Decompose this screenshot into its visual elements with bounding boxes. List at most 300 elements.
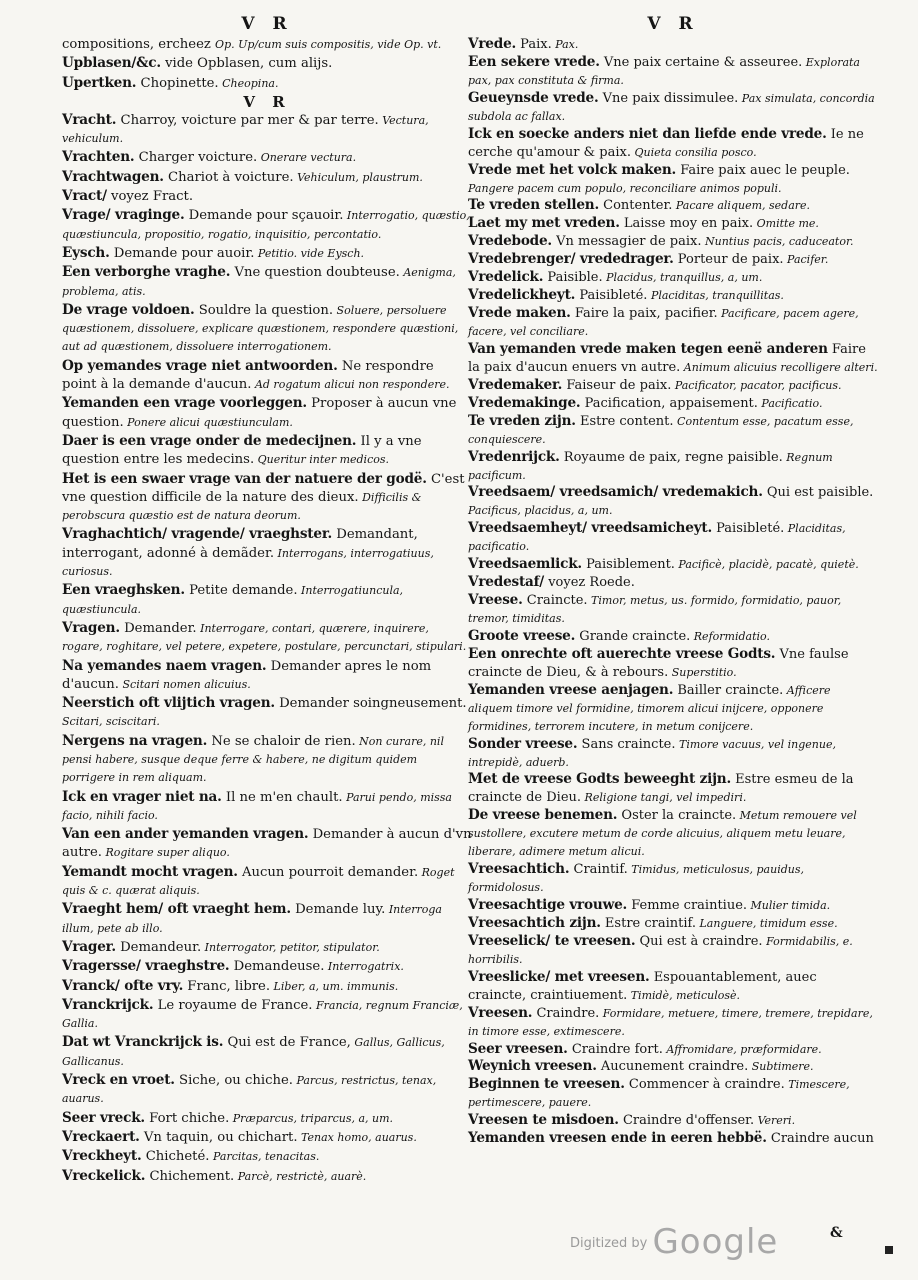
entry-headword: Yemanden vreesen ende in eeren hebbë.: [468, 1130, 767, 1147]
entry-french: Faire la paix, pacifier.: [570, 306, 718, 322]
entry-french: Faire la paix d'aucun enuers vn autre.: [468, 341, 866, 375]
entry-latin: Vereri.: [754, 1114, 796, 1128]
dictionary-entry: [62, 54, 472, 73]
entry-french: Demandant, interrogant, adonné à demãder.: [62, 527, 418, 561]
entry-headword: Geueynsde vrede.: [468, 89, 599, 106]
entry-french: Paisibleté.: [712, 521, 785, 537]
dictionary-entry: [468, 574, 878, 592]
entry-headword: Te vreden zijn.: [468, 412, 576, 429]
entry-latin: Interrogatiuncula, quæstiuncula.: [62, 584, 404, 616]
entry-latin: Afficere aliquem timore vel formidine, timorem alicui inijcere, opponere formidines, terrorem incutere, in metum conijcere.: [468, 683, 831, 733]
dictionary-entry: [62, 36, 472, 54]
entry-french: Vn messagier de paix.: [551, 234, 702, 250]
entry-french: Proposer à aucun vne question.: [62, 396, 457, 430]
entry-latin: Omitte me.: [753, 217, 819, 231]
dictionary-entry: [468, 1058, 878, 1076]
entry-latin: Pangere pacem cum populo, reconciliare animos populi.: [468, 181, 782, 195]
entry-latin: Scitari, sciscitari.: [62, 715, 160, 729]
entry-french: Vne question doubteuse.: [230, 265, 400, 281]
entry-french: Il y a vne question entre les medecins.: [62, 433, 422, 468]
google-watermark: [570, 1222, 778, 1262]
dictionary-entry: [62, 900, 472, 938]
entry-french: voyez Fract.: [106, 189, 194, 205]
entry-latin: Timor, metus, us. formido, formidatio, pauor, tremor, timiditas.: [468, 594, 842, 625]
entry-latin: Gallus, Gallicus, Gallicanus.: [62, 1036, 445, 1068]
entry-french: Estre craintif.: [600, 915, 696, 931]
entry-latin: Queritur inter medicos.: [254, 453, 389, 467]
entry-latin: Placidus, tranquillus, a, um.: [602, 271, 763, 285]
entry-french: Oster la craincte.: [617, 808, 737, 824]
entry-french: Chopinette.: [136, 75, 219, 91]
entry-latin: Pacificè, placidè, pacatè, quietè.: [674, 558, 859, 572]
dictionary-entry: [62, 111, 472, 149]
entry-french: Grande craincte.: [575, 628, 691, 644]
entry-headword: Dat wt Vranckrijck is.: [62, 1034, 224, 1051]
dictionary-entry: [468, 1130, 878, 1148]
entry-latin: Timescere, pertimescere, pauere.: [468, 1078, 850, 1110]
dictionary-entry: [468, 215, 878, 233]
entry-latin: Petitio. vide Eysch.: [254, 246, 365, 260]
dictionary-entry: [62, 394, 472, 432]
entry-headword: Laet my met vreden.: [468, 215, 620, 232]
dictionary-entry: [468, 449, 878, 485]
entry-french: Qui est de France,: [223, 1035, 351, 1051]
dictionary-entry: [468, 54, 878, 90]
entry-headword: Groote vreese.: [468, 627, 576, 644]
dictionary-entry: [468, 341, 878, 377]
digitized-by-label: Digitized by: [570, 1236, 648, 1251]
dictionary-entry: [62, 470, 472, 526]
entry-headword: Yemanden vreese aenjagen.: [468, 681, 674, 698]
dictionary-entry: [62, 1167, 472, 1186]
entry-latin: Tenax homo, auarus.: [297, 1130, 417, 1144]
entry-latin: Interrogatrix.: [324, 960, 404, 974]
entry-latin: Nuntius pacis, caduceator.: [701, 235, 854, 249]
dictionary-entry: [62, 432, 472, 470]
entry-headword: Ick en soecke anders niet dan liefde ende vrede.: [468, 125, 827, 142]
entry-french: Aucunement craindre.: [596, 1059, 749, 1075]
entry-headword: Vredebrenger/ vrededrager.: [468, 251, 674, 268]
entry-french: Paisiblement.: [581, 557, 675, 573]
entry-latin: Parcus, restrictus, tenax, auarus.: [62, 1074, 437, 1106]
entry-headword: Vrede met het volck maken.: [468, 161, 677, 178]
entry-headword: Vreese.: [468, 592, 523, 609]
dictionary-entry: [468, 126, 878, 162]
entry-french: C'est vne question difficile de la nature des dieux.: [62, 471, 465, 505]
entry-headword: Een vraeghsken.: [62, 582, 185, 599]
entry-latin: Roget quis & c. quærat aliquis.: [62, 865, 455, 898]
entry-headword: Vredemaker.: [468, 376, 563, 393]
dictionary-entry: [468, 287, 878, 305]
entry-headword: Upblasen/&c.: [62, 55, 161, 72]
dictionary-entry: [62, 977, 472, 996]
entry-headword: De vreese benemen.: [468, 807, 618, 824]
dictionary-entry: [468, 90, 878, 126]
entry-latin: Contentum esse, pacatum esse, conquiescere.: [468, 414, 854, 446]
entry-french: Estre esmeu de la craincte de Dieu.: [468, 772, 854, 806]
entry-latin: Pacificare, pacem agere, facere, vel conciliare.: [468, 307, 859, 338]
entry-latin: Metum remouere vel sustollere, excutere metum de corde alicuius, aliquem metu leuare, liberare, adimere metum alicui.: [468, 809, 857, 859]
entry-french: Demande pour sçauoir.: [184, 208, 344, 224]
entry-headword: Vreesen.: [468, 1004, 533, 1021]
entry-french: Sans craincte.: [577, 736, 676, 752]
dictionary-entry: [468, 592, 878, 628]
entry-french: Demande pour auoir.: [109, 245, 255, 261]
entry-latin: Timidus, meticulosus, pauidus, formidolosus.: [468, 863, 804, 895]
entry-latin: Reformidatio.: [690, 629, 770, 643]
entry-french: Demander.: [119, 620, 197, 636]
entry-latin: Præparcus, triparcus, a, um.: [229, 1111, 394, 1125]
entry-latin: Timore vacuus, vel ingenue, intrepidè, aduerb.: [468, 737, 836, 769]
dictionary-entry: [468, 628, 878, 646]
entry-headword: Met de vreese Godts beweeght zijn.: [468, 771, 732, 788]
dictionary-entry: [468, 269, 878, 287]
entry-french: Demander à aucun d'vn autre.: [62, 827, 472, 861]
entry-latin: Animum alicuius recolligere alteri.: [680, 360, 878, 374]
entry-headword: Vrachten.: [62, 149, 135, 166]
dictionary-entry: [62, 357, 472, 395]
entry-latin: Liber, a, um. immunis.: [270, 979, 399, 993]
entry-headword: Yemanden een vrage voorleggen.: [62, 395, 307, 412]
entry-french: Souldre la question.: [194, 302, 334, 318]
entry-headword: Vreckelick.: [62, 1167, 146, 1184]
entry-french: Paisible.: [543, 270, 603, 286]
entry-headword: Sonder vreese.: [468, 735, 578, 752]
entry-latin: Explorata pax, pax constituta & firma.: [468, 55, 860, 87]
entry-french: Ne se chaloir de rien.: [207, 733, 356, 749]
entry-latin: Pax.: [551, 38, 579, 51]
entry-headword: Vreedsaem/ vreedsamich/ vredemakich.: [468, 484, 763, 501]
entry-headword: Vreckaert.: [62, 1128, 140, 1145]
entry-french: Chichement.: [145, 1168, 235, 1184]
entry-headword: Vredenrijck.: [468, 448, 560, 465]
entry-headword: Vraeght hem/ oft vraeght hem.: [62, 901, 291, 918]
entry-french: Demander apres le nom d'aucun.: [62, 658, 432, 692]
entry-headword: Ick en vrager niet na.: [62, 788, 222, 805]
dictionary-entry: [468, 1041, 878, 1059]
entry-french: Vne paix certaine & asseuree.: [599, 54, 803, 70]
entry-headword: Na yemandes naem vragen.: [62, 657, 267, 674]
dictionary-entry: [62, 996, 472, 1034]
entry-latin: Mulier timida.: [747, 899, 831, 912]
dictionary-entry: [468, 377, 878, 395]
entry-headword: Vrachtwagen.: [62, 168, 164, 185]
entry-latin: Parui pendo, missa facio, nihili facio.: [62, 790, 452, 822]
entry-headword: Het is een swaer vrage van der natuere der godë.: [62, 470, 427, 487]
entry-latin: Onerare vectura.: [257, 151, 357, 165]
dictionary-entry: [62, 263, 472, 301]
entry-headword: Een onrechte oft auerechte vreese Godts.: [468, 645, 776, 662]
right-running-header: V R: [647, 14, 699, 34]
entry-latin: Quieta consilia posco.: [630, 145, 757, 159]
entry-latin: Scitari nomen alicuius.: [119, 677, 251, 691]
entry-french: Le royaume de France.: [153, 997, 313, 1013]
entry-french: voyez Roede.: [544, 575, 635, 591]
google-logo-text: Google: [652, 1222, 779, 1262]
dictionary-entry: [468, 413, 878, 449]
entry-latin: Soluere, persoluere quæstionem, dissoluere, explicare quæstionem, respondere quæstioni, aut ad quæstionem, dissoluere interrogationem.: [62, 303, 459, 354]
entry-latin: Subtimere.: [748, 1060, 814, 1074]
entry-french: Fort chiche.: [144, 1110, 230, 1126]
dictionary-entry: [62, 938, 472, 957]
entry-latin: Ad rogatum alicui non respondere.: [251, 378, 450, 392]
dictionary-entry: [62, 1147, 472, 1166]
entry-latin: Vectura, vehiculum.: [62, 113, 429, 146]
entry-french: Pacification, appaisement.: [580, 395, 758, 411]
entry-french: Craindre.: [532, 1005, 600, 1021]
entry-headword: Vreedsaemlick.: [468, 556, 582, 573]
dictionary-entry: [62, 1071, 472, 1109]
section-marker: V R: [243, 92, 291, 111]
dictionary-entry: [62, 1109, 472, 1128]
entry-french: vide Opblasen, cum alijs.: [160, 56, 333, 72]
entry-headword: Vragersse/ vraeghstre.: [62, 958, 230, 975]
entry-latin: Non curare, nil pensi habere, susque deque ferre & habere, ne digitum quidem porrigere in rem aliquam.: [62, 734, 444, 785]
entry-headword: Nergens na vragen.: [62, 732, 208, 749]
entry-french: Commencer à craindre.: [624, 1077, 785, 1093]
entry-french: Faire paix auec le peuple.: [676, 162, 850, 178]
entry-latin: Pacare aliquem, sedare.: [672, 199, 811, 213]
entry-latin: Rogitare super aliquo.: [101, 846, 230, 860]
dictionary-entry: [62, 206, 472, 244]
entry-headword: Vredelickheyt.: [468, 287, 576, 304]
dictionary-entry: [468, 915, 878, 933]
dictionary-entry: [62, 788, 472, 826]
entry-headword: Seer vreck.: [62, 1109, 145, 1126]
dictionary-entry: [62, 187, 472, 206]
entry-latin: Interroga illum, pete ab illo.: [62, 903, 442, 935]
entry-french: Demande luy.: [290, 902, 386, 918]
entry-latin: Religione tangi, vel impediri.: [581, 791, 747, 805]
entry-french: Vne faulse craincte de Dieu, & à rebours.: [468, 646, 849, 680]
entry-latin: Formidare, metuere, timere, tremere, trepidare, in timore esse, extimescere.: [468, 1006, 873, 1038]
signature-mark: &: [830, 1225, 843, 1241]
entry-headword: Vreeslicke/ met vreesen.: [468, 968, 650, 985]
entry-latin: Pacificatio.: [757, 396, 823, 410]
entry-french: Chicheté.: [141, 1149, 210, 1165]
entry-headword: Eysch.: [62, 244, 110, 261]
dictionary-entry: [468, 969, 878, 1005]
dictionary-entry: [62, 148, 472, 167]
entry-headword: Te vreden stellen.: [468, 197, 599, 214]
entry-headword: De vrage voldoen.: [62, 301, 195, 318]
entry-headword: Beginnen te vreesen.: [468, 1076, 625, 1093]
dictionary-entry: [468, 933, 878, 969]
dictionary-entry: [468, 305, 878, 341]
entry-latin: Pacificator, pacator, pacificus.: [671, 378, 842, 392]
entry-note: Op. Up/cum suis compositis, vide Op. vt.: [215, 38, 442, 51]
entry-latin: Pacificus, placidus, a, um.: [468, 504, 613, 518]
dictionary-entry: [62, 1033, 472, 1071]
entry-latin: Placiditas, tranquillitas.: [647, 289, 784, 303]
entry-french: Espouantablement, auec craincte, craintiuement.: [468, 969, 817, 1003]
right-column: [468, 14, 878, 1148]
left-running-header: V R: [241, 14, 293, 34]
entry-french: Demandeur.: [115, 939, 202, 955]
dictionary-entry: [468, 1076, 878, 1112]
entry-latin: Parcitas, tenacitas.: [209, 1150, 320, 1164]
entry-headword: Neerstich oft vlijtich vragen.: [62, 695, 275, 712]
entry-headword: Van yemanden vrede maken tegen eenë anderen: [468, 340, 828, 357]
entry-french: Estre content.: [575, 413, 674, 429]
right-entries: [468, 36, 878, 1148]
dictionary-entry: [468, 736, 878, 772]
dictionary-entry: [62, 694, 472, 732]
entry-headword: Vredebode.: [468, 233, 552, 250]
entry-french: Craindre d'offenser.: [618, 1113, 755, 1129]
entry-headword: Vreeselick/ te vreesen.: [468, 932, 636, 949]
entry-french: Paisibleté.: [575, 288, 648, 304]
entry-latin: Placiditas, pacificatio.: [468, 522, 846, 554]
entry-latin: Superstitio.: [668, 665, 737, 679]
entry-headword: Vreesen te misdoen.: [468, 1112, 619, 1129]
entry-french: Bailler craincte.: [673, 682, 784, 698]
entry-latin: Formidabilis, e. horribilis.: [468, 934, 853, 966]
entry-latin: Interrogator, petitor, stipulator.: [201, 940, 380, 954]
dictionary-entry: [62, 301, 472, 357]
entry-latin: Parcè, restrictè, auarè.: [234, 1169, 367, 1183]
dictionary-entry: [468, 897, 878, 915]
entry-french: Demander soingneusement.: [274, 696, 467, 712]
entry-headword: Vredemakinge.: [468, 394, 581, 411]
entry-headword: Vreesachtich zijn.: [468, 914, 601, 931]
entry-latin: Languere, timidum esse.: [696, 916, 838, 930]
entry-latin: Aenigma, problema, atis.: [62, 266, 456, 298]
entry-headword: Op yemandes vrage niet antwoorden.: [62, 357, 338, 374]
entry-headword: Vreckheyt.: [62, 1148, 142, 1165]
entry-french: Femme craintiue.: [627, 898, 748, 913]
entry-french: Il ne m'en chault.: [221, 789, 343, 805]
dictionary-entry: [468, 251, 878, 269]
entry-french: Vne paix dissimulee.: [598, 90, 739, 106]
entry-french: Laisse moy en paix.: [619, 216, 754, 232]
entry-headword: Vrede.: [468, 36, 517, 52]
entry-latin: Interrogare, contari, quærere, inquirere, rogare, roghitare, vel petere, expetere, postulare, percunctari, stipulari.: [62, 621, 467, 654]
dictionary-entry: [62, 957, 472, 976]
entry-french: Vn taquin, ou chichart.: [139, 1129, 298, 1145]
entry-latin: Cheopina.: [218, 76, 279, 90]
entry-french: Siche, ou chiche.: [174, 1073, 293, 1089]
entry-french: Ne respondre point à la demande d'aucun.: [62, 358, 434, 393]
dictionary-entry: [62, 657, 472, 695]
entry-latin: Pax simulata, concordia subdola ac fallax.: [468, 91, 875, 123]
dictionary-entry: [468, 771, 878, 807]
entry-french: Craindre fort.: [567, 1041, 663, 1057]
entry-latin: Regnum pacificum.: [468, 450, 833, 482]
entry-french: Craintif.: [569, 862, 628, 878]
entry-headword: Vreesachtige vrouwe.: [468, 897, 628, 913]
dictionary-entry: [468, 484, 878, 520]
entry-french: Petite demande.: [184, 583, 298, 599]
entry-latin: Interrogans, interrogatiuus, curiosus.: [62, 546, 434, 579]
entry-headword: Vrager.: [62, 938, 116, 955]
entry-french: Franc, libre.: [183, 978, 271, 994]
dictionary-entry: [62, 581, 472, 619]
entry-headword: Vreedsaemheyt/ vreedsamicheyt.: [468, 520, 713, 537]
entry-latin: Francia, regnum Franciæ, Gallia.: [62, 998, 463, 1031]
entry-headword: Seer vreesen.: [468, 1040, 568, 1057]
entry-french: Charroy, voicture par mer & par terre.: [116, 112, 379, 128]
entry-headword: Vredelick.: [468, 269, 544, 286]
dictionary-entry: [468, 395, 878, 413]
entry-headword: Vracht.: [62, 111, 117, 128]
dictionary-entry: [468, 1112, 878, 1130]
entry-french: Contenter.: [599, 198, 673, 214]
entry-french: compositions, ercheez: [62, 37, 216, 52]
entry-headword: Vreck en vroet.: [62, 1072, 175, 1089]
entry-headword: Vreesachtich.: [468, 861, 570, 878]
dictionary-entry: [62, 244, 472, 263]
entry-french: Royaume de paix, regne paisible.: [559, 449, 783, 465]
entry-headword: Een sekere vrede.: [468, 53, 600, 70]
entry-french: Faiseur de paix.: [562, 377, 672, 393]
dictionary-entry: [468, 682, 878, 736]
dictionary-entry: [62, 168, 472, 187]
entry-french: Qui est à craindre.: [635, 933, 763, 949]
dictionary-entry: [468, 556, 878, 574]
entry-headword: Vragen.: [62, 619, 120, 636]
entry-french: Craindre aucun: [766, 1131, 874, 1147]
dictionary-entry: [468, 520, 878, 556]
entry-french: Chariot à voicture.: [163, 169, 294, 185]
left-entries: [62, 36, 472, 1186]
entry-headword: Van een ander yemanden vragen.: [62, 826, 309, 843]
dictionary-entry: [468, 197, 878, 215]
dictionary-entry: [62, 825, 472, 863]
dictionary-entry: [62, 619, 472, 657]
dictionary-entry: [62, 525, 472, 581]
left-column: [62, 14, 472, 1186]
entry-latin: Vehiculum, plaustrum.: [293, 170, 423, 184]
dictionary-entry: [468, 861, 878, 897]
entry-french: Craincte.: [522, 593, 588, 609]
entry-headword: Vredestaf/: [468, 574, 545, 591]
entry-headword: Vraghachtich/ vragende/ vraeghster.: [62, 526, 333, 543]
entry-latin: Difficilis & perobscura quæstio est de natura deorum.: [62, 490, 422, 523]
dictionary-entry: [62, 1128, 472, 1147]
entry-french: Demandeuse.: [229, 959, 325, 975]
entry-french: Porteur de paix.: [673, 252, 784, 268]
dictionary-entry: [62, 732, 472, 788]
dictionary-entry: [468, 36, 878, 54]
entry-latin: Affromidare, præformidare.: [662, 1042, 822, 1056]
entry-french: Qui est paisible.: [762, 485, 874, 501]
dictionary-entry: [468, 646, 878, 682]
entry-headword: Vranck/ ofte vry.: [62, 977, 184, 994]
dictionary-entry: [468, 807, 878, 861]
entry-headword: Vranckrijck.: [62, 996, 154, 1013]
entry-headword: Vrage/ vraginge.: [62, 207, 185, 224]
entry-french: Aucun pourroit demander.: [237, 864, 419, 880]
corner-mark: [885, 1246, 893, 1254]
entry-french: Charger voicture.: [134, 150, 258, 166]
entry-headword: Een verborghe vraghe.: [62, 264, 231, 281]
entry-headword: Upertken.: [62, 74, 137, 91]
entry-latin: Ponere alicui quæstiunculam.: [123, 415, 293, 429]
dictionary-entry: [468, 233, 878, 251]
entry-headword: Vract/: [62, 188, 107, 205]
entry-headword: Weynich vreesen.: [468, 1058, 597, 1075]
entry-latin: Pacifer.: [783, 253, 829, 267]
dictionary-entry: [468, 1005, 878, 1041]
entry-latin: Timidè, meticulosè.: [627, 988, 740, 1002]
entry-headword: Daer is een vrage onder de medecijnen.: [62, 432, 357, 449]
dictionary-entry: [62, 74, 472, 93]
entry-french: Paix.: [516, 37, 552, 52]
dictionary-entry: [468, 162, 878, 198]
entry-headword: Yemandt mocht vragen.: [62, 863, 238, 880]
entry-latin: Interrogatio, quæstio, quæstiuncula, propositio, rogatio, inquisitio, percontatio.: [62, 209, 470, 241]
